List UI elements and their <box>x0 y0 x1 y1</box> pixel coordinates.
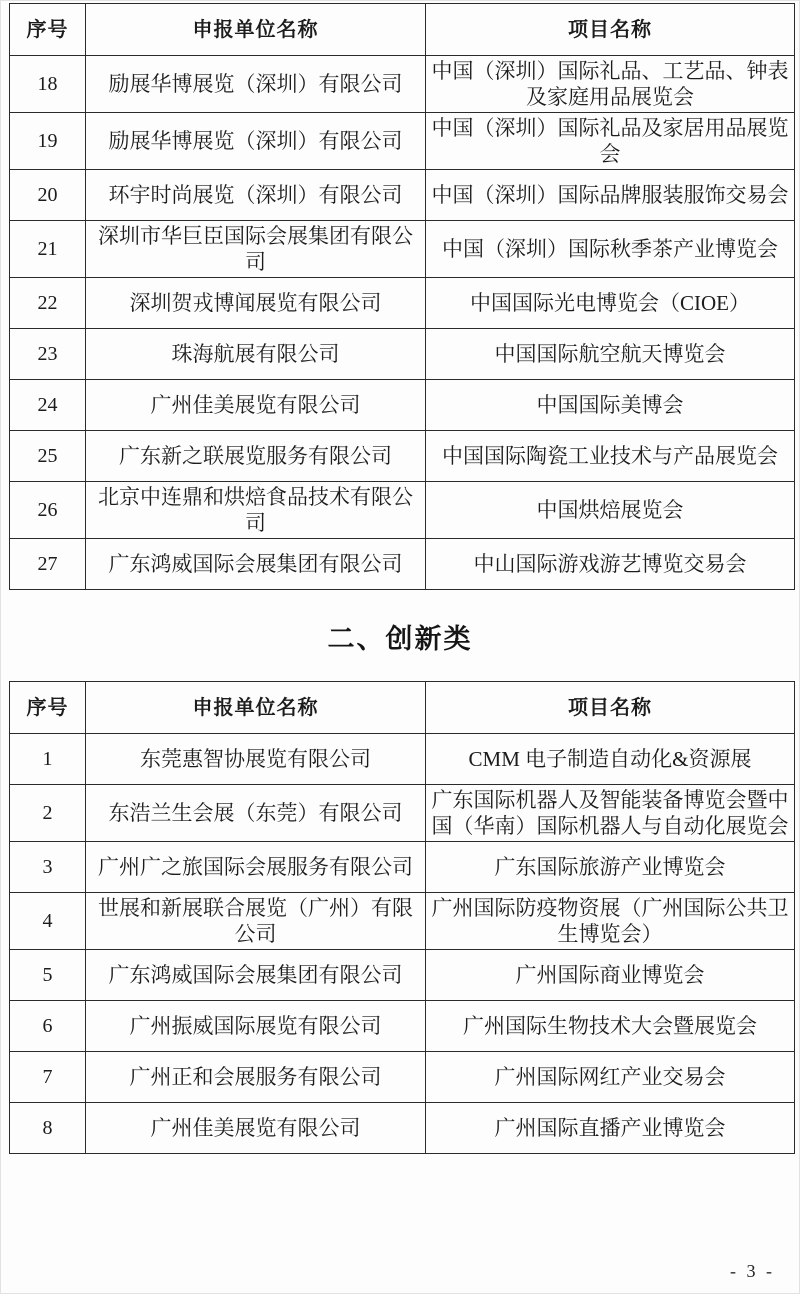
row-seq: 26 <box>10 482 86 539</box>
row-org: 励展华博展览（深圳）有限公司 <box>86 113 426 170</box>
row-org: 广州正和会展服务有限公司 <box>86 1052 426 1103</box>
table-row <box>10 221 795 278</box>
table2-header-row <box>10 682 795 734</box>
row-project: 广东国际机器人及智能装备博览会暨中国（华南）国际机器人与自动化展览会 <box>426 785 795 842</box>
row-project: 中国国际光电博览会（CIOE） <box>426 278 795 329</box>
row-project: 中国国际航空航天博览会 <box>426 329 795 380</box>
table2-header-seq: 序号 <box>10 682 86 734</box>
table-row <box>10 734 795 785</box>
row-project: 广州国际商业博览会 <box>426 950 795 1001</box>
row-project: 广东国际旅游产业博览会 <box>426 842 795 893</box>
row-seq: 25 <box>10 431 86 482</box>
row-project: CMM 电子制造自动化&资源展 <box>426 734 795 785</box>
table-row <box>10 785 795 842</box>
row-project: 中国（深圳）国际品牌服装服饰交易会 <box>426 170 795 221</box>
table-row <box>10 329 795 380</box>
row-org: 环宇时尚展览（深圳）有限公司 <box>86 170 426 221</box>
table-row <box>10 56 795 113</box>
row-org: 东莞惠智协展览有限公司 <box>86 734 426 785</box>
table-row <box>10 842 795 893</box>
row-org: 广州振威国际展览有限公司 <box>86 1001 426 1052</box>
table1-header-org: 申报单位名称 <box>86 4 426 56</box>
table1-header-row <box>10 4 795 56</box>
row-project: 中国烘焙展览会 <box>426 482 795 539</box>
row-seq: 19 <box>10 113 86 170</box>
row-project: 中国国际美博会 <box>426 380 795 431</box>
row-project: 中国（深圳）国际礼品及家居用品展览会 <box>426 113 795 170</box>
table-row <box>10 1052 795 1103</box>
row-project: 广州国际防疫物资展（广州国际公共卫生博览会） <box>426 893 795 950</box>
row-project: 中国国际陶瓷工业技术与产品展览会 <box>426 431 795 482</box>
table1-header-project: 项目名称 <box>426 4 795 56</box>
row-project: 广州国际直播产业博览会 <box>426 1103 795 1154</box>
row-seq: 3 <box>10 842 86 893</box>
row-org: 广州广之旅国际会展服务有限公司 <box>86 842 426 893</box>
table-row <box>10 113 795 170</box>
row-org: 广东鸿威国际会展集团有限公司 <box>86 539 426 590</box>
row-seq: 24 <box>10 380 86 431</box>
row-project: 中国（深圳）国际礼品、工艺品、钟表及家庭用品展览会 <box>426 56 795 113</box>
table2-header-project: 项目名称 <box>426 682 795 734</box>
row-org: 珠海航展有限公司 <box>86 329 426 380</box>
page-number: - 3 - <box>730 1261 775 1281</box>
innovation-category-table <box>9 681 795 1154</box>
row-project: 中山国际游戏游艺博览交易会 <box>426 539 795 590</box>
row-seq: 2 <box>10 785 86 842</box>
table-row <box>10 539 795 590</box>
table-row <box>10 431 795 482</box>
table-row <box>10 278 795 329</box>
row-seq: 22 <box>10 278 86 329</box>
table-row <box>10 1103 795 1154</box>
row-project: 广州国际生物技术大会暨展览会 <box>426 1001 795 1052</box>
section-heading-innovation: 二、创新类 <box>327 624 473 654</box>
table-row <box>10 482 795 539</box>
table-row <box>10 1001 795 1052</box>
row-seq: 1 <box>10 734 86 785</box>
row-seq: 21 <box>10 221 86 278</box>
row-org: 深圳市华巨臣国际会展集团有限公司 <box>86 221 426 278</box>
row-project: 中国（深圳）国际秋季茶产业博览会 <box>426 221 795 278</box>
row-org: 广东新之联展览服务有限公司 <box>86 431 426 482</box>
table2-header-org: 申报单位名称 <box>86 682 426 734</box>
row-seq: 20 <box>10 170 86 221</box>
row-seq: 6 <box>10 1001 86 1052</box>
row-seq: 27 <box>10 539 86 590</box>
row-org: 东浩兰生会展（东莞）有限公司 <box>86 785 426 842</box>
table1-header-seq: 序号 <box>10 4 86 56</box>
row-project: 广州国际网红产业交易会 <box>426 1052 795 1103</box>
table-row <box>10 893 795 950</box>
row-org: 深圳贺戎博闻展览有限公司 <box>86 278 426 329</box>
row-seq: 8 <box>10 1103 86 1154</box>
row-org: 广州佳美展览有限公司 <box>86 380 426 431</box>
table-row <box>10 170 795 221</box>
row-seq: 18 <box>10 56 86 113</box>
row-org: 北京中连鼎和烘焙食品技术有限公司 <box>86 482 426 539</box>
row-org: 广东鸿威国际会展集团有限公司 <box>86 950 426 1001</box>
row-org: 广州佳美展览有限公司 <box>86 1103 426 1154</box>
row-org: 励展华博展览（深圳）有限公司 <box>86 56 426 113</box>
row-org: 世展和新展联合展览（广州）有限公司 <box>86 893 426 950</box>
row-seq: 7 <box>10 1052 86 1103</box>
regular-category-table <box>9 3 795 590</box>
table-row <box>10 950 795 1001</box>
row-seq: 5 <box>10 950 86 1001</box>
table-row <box>10 380 795 431</box>
row-seq: 23 <box>10 329 86 380</box>
row-seq: 4 <box>10 893 86 950</box>
